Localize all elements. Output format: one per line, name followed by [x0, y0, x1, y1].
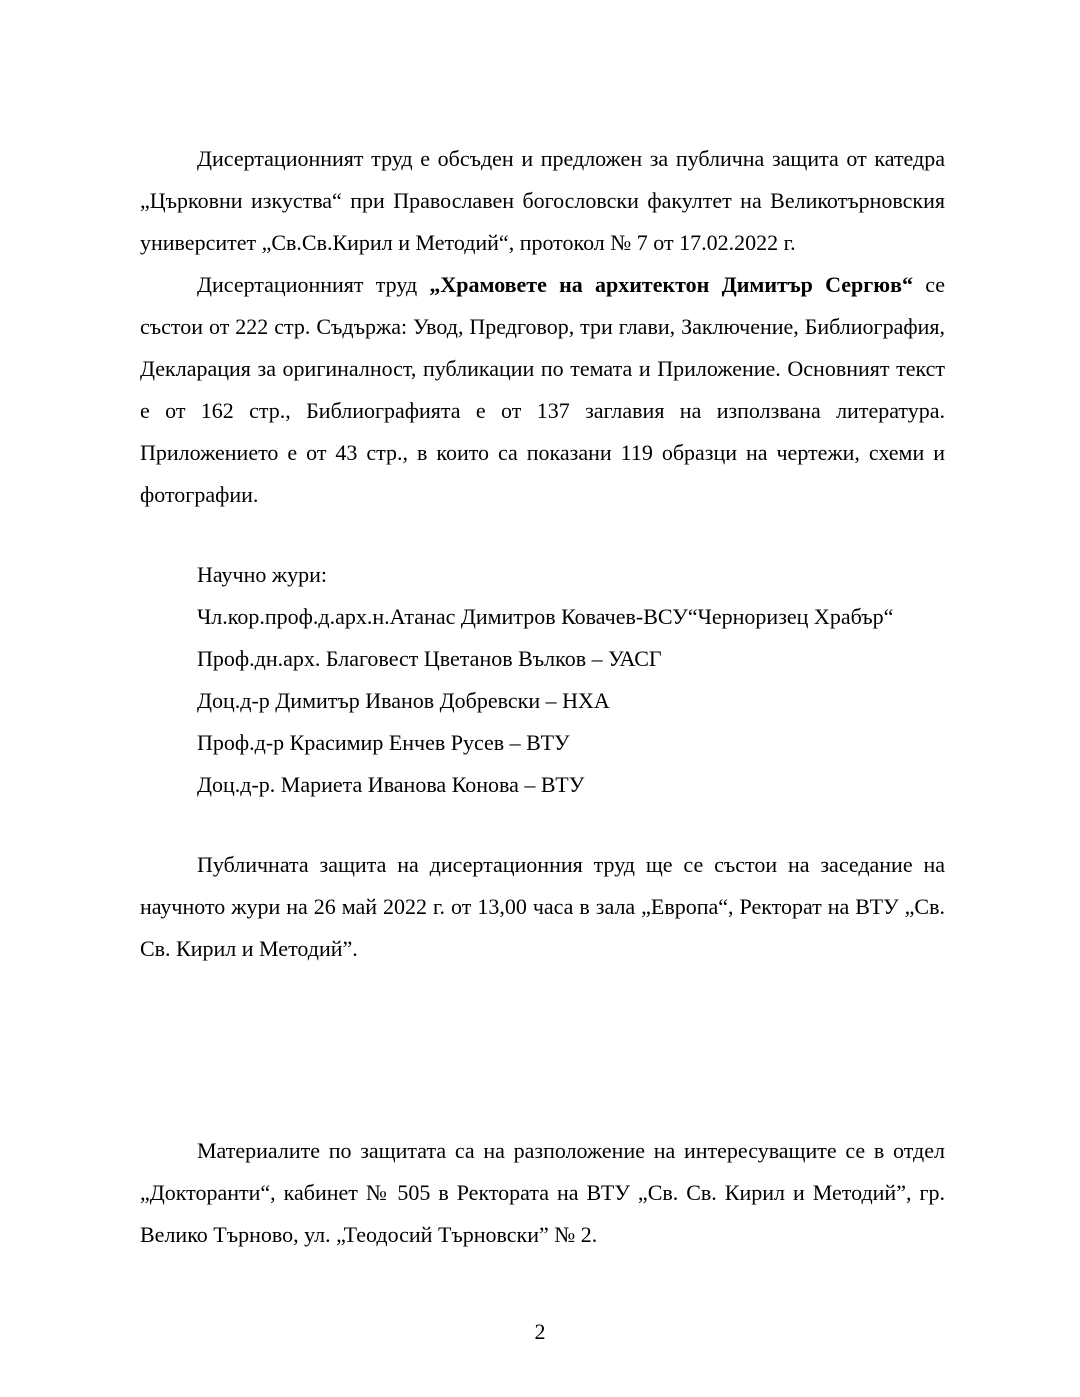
- paragraph-defense-date: Публичната защита на дисертационния труд ще се състои на заседание на научното жури на 26 май 2022 г. от 13,00 часа в зала „Европа“, Ректорат на ВТУ „Св. Св. Кирил и Методий”.: [140, 852, 945, 961]
- dissertation-title: „Храмовете на архитектон Димитър Сергюв“: [429, 272, 913, 297]
- jury-member: Проф.дн.арх. Благовест Цветанов Вълков – УАСГ: [197, 646, 662, 671]
- jury-heading: Научно жури:: [197, 562, 327, 587]
- paragraph-materials-location: Материалите по защитата са на разположение на интересуващите се в отдел „Докторанти“, кабинет № 505 в Ректората на ВТУ „Св. Св. Кирил и Методий”, гр. Велико Търново, ул. „Теодосий Търновски” № 2.: [140, 1138, 945, 1247]
- contents-intro-text: Дисертационният труд: [197, 272, 430, 297]
- paragraph-defense-approval: Дисертационният труд е обсъден и предложен за публична защита от катедра „Църковни изкуства“ при Православен богословски факултет на Великотърновския университет „Св.Св.Кирил и Методий“, протокол № 7 от 17.02.2022 г.: [140, 146, 945, 255]
- page-number: 2: [534, 1319, 546, 1344]
- paragraph-dissertation-contents: [140, 264, 945, 516]
- jury-member: Чл.кор.проф.д.арх.н.Атанас Димитров Ковачев-ВСУ“Черноризец Храбър“: [197, 604, 894, 629]
- jury-member: Проф.д-р Красимир Енчев Русев – ВТУ: [197, 730, 570, 755]
- jury-member: Доц.д-р. Мариета Иванова Конова – ВТУ: [197, 772, 585, 797]
- jury-member: Доц.д-р Димитър Иванов Добревски – НХА: [197, 688, 610, 713]
- jury-list: [140, 596, 945, 806]
- contents-rest-text: се състои от 222 стр. Съдържа: Увод, Предговор, три глави, Заключение, Библиография, Декларация за оригиналност, публикации по темата и Приложение. Основният текст е от 162 стр., Библиографията е от 137 заглавия на използвана литература. Приложението е от 43 стр., в които са показани 119 образци на чертежи, схеми и фотографии.: [140, 272, 945, 507]
